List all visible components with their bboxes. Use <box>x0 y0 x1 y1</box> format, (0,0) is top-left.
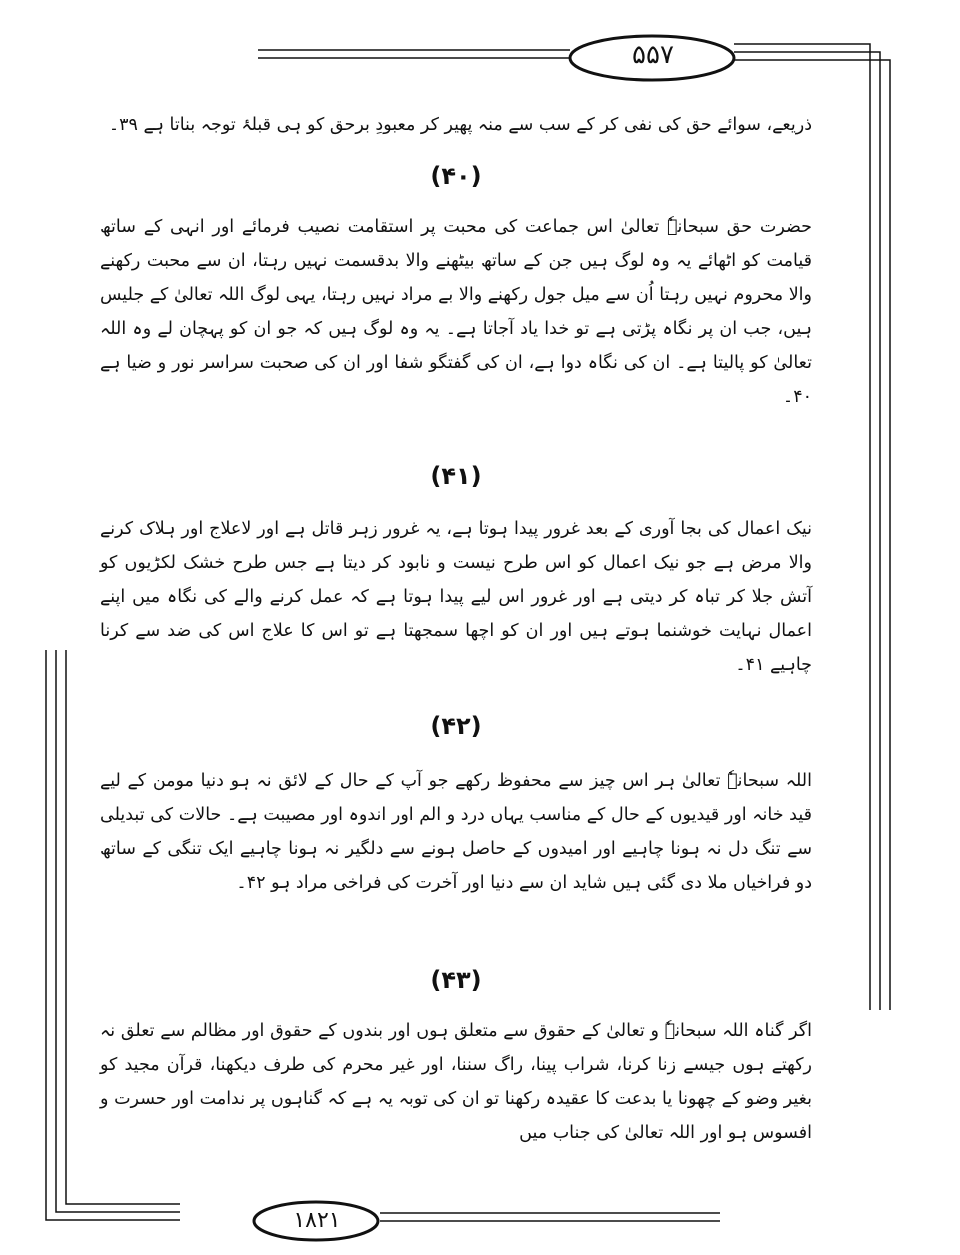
folio-number: ۱۸۲۱ <box>293 1208 341 1233</box>
paragraph-text: اللہ سبحانہٗ تعالیٰ ہر اس چیز سے محفوظ رکھے جو آپ کے حال کے لائق نہ ہو دنیا مومن کے لیے قید خانہ اور قیدیوں کے حال کے مناسب یہاں درد و الم اور اندوہ اور مصیبت ہے۔ حالات کی تبدیلی سے تنگ دل نہ ہونا چاہیے اور امیدوں کے حاصل ہونے سے دلگیر نہ ہونا چاہیے ایک تنگی کے ساتھ دو فراخیاں ملا دی گئی ہیں شاید ان سے دنیا اور آخرت کی فراخی مراد ہو ۴۲۔ <box>100 771 812 893</box>
section-41-paragraph <box>100 512 812 682</box>
section-number: (۴۰) <box>430 162 482 190</box>
section-heading-40 <box>100 162 812 190</box>
section-40-paragraph <box>100 210 812 414</box>
paragraph-text: اگر گناہ اللہ سبحانہٗ و تعالیٰ کے حقوق سے متعلق ہوں اور بندوں کے حقوق اور مظالم سے تعلق نہ رکھتے ہوں جیسے زنا کرنا، شراب پینا، راگ سننا، اور غیر محرم کی طرف دیکھنا، قرآن مجید کو بغیر وضو کے چھونا یا بدعت کا عقیدہ رکھنا تو ان کی توبہ یہ ہے کہ گناہوں پر ندامت اور حسرت و افسوس ہو اور اللہ تعالیٰ کی جناب میں <box>100 1021 812 1143</box>
section-heading-41 <box>100 462 812 490</box>
section-heading-43 <box>100 966 812 994</box>
paragraph-text: ذریعے، سوائے حق کی نفی کر کے سب سے منہ پھیر کر معبودِ برحق کو ہی قبلۂ توجہ بناتا ہے ۳۹۔ <box>108 115 812 135</box>
section-number: (۴۱) <box>430 462 482 490</box>
section-heading-42 <box>100 712 812 740</box>
section-number: (۴۳) <box>430 966 482 994</box>
section-43-paragraph <box>100 1014 812 1150</box>
paragraph-text: نیک اعمال کی بجا آوری کے بعد غرور پیدا ہوتا ہے، یہ غرور زہر قاتل ہے اور لاعلاج اور ہلاک کرنے والا مرض ہے جو نیک اعمال کو اس طرح نیست و نابود کر دیتا ہے جس طرح خشک لکڑیوں کو آتش جلا کر تباہ کر دیتی ہے اور غرور اس لیے پیدا ہوتا ہے کہ عمل کرنے والے کی نگاہ میں اپنے اعمال نہایت خوشنما ہوتے ہیں اور ان کو اچھا سمجھتا ہے تو اس کا علاج اس کی ضد سے کرنا چاہیے ۴۱۔ <box>100 519 812 675</box>
paragraph-text: حضرت حق سبحانہٗ تعالیٰ اس جماعت کی محبت پر استقامت نصیب فرمائے اور انہی کے ساتھ قیامت کو اٹھائے یہ وہ لوگ ہیں جن کے ساتھ بیٹھنے والا بدقسمت نہیں رہتا، ان سے محبت رکھنے والا محروم نہیں رہتا اُن سے میل جول رکھنے والا بے مراد نہیں رہتا، یہی لوگ اللہ تعالیٰ کے جلیس ہیں، جب ان پر نگاہ پڑتی ہے تو خدا یاد آجاتا ہے۔ یہ وہ لوگ ہیں کہ جو ان کو پہچان لے وہ اللہ تعالیٰ کو پالیتا ہے۔ ان کی نگاہ دوا ہے، ان کی گفتگو شفا اور ان کی صحبت سراسر نور و ضیا ہے ۴۰۔ <box>100 217 812 407</box>
section-42-paragraph <box>100 764 812 900</box>
intro-paragraph <box>100 108 812 142</box>
section-number: (۴۲) <box>430 712 482 740</box>
page-number: ۵۵۷ <box>632 40 674 70</box>
